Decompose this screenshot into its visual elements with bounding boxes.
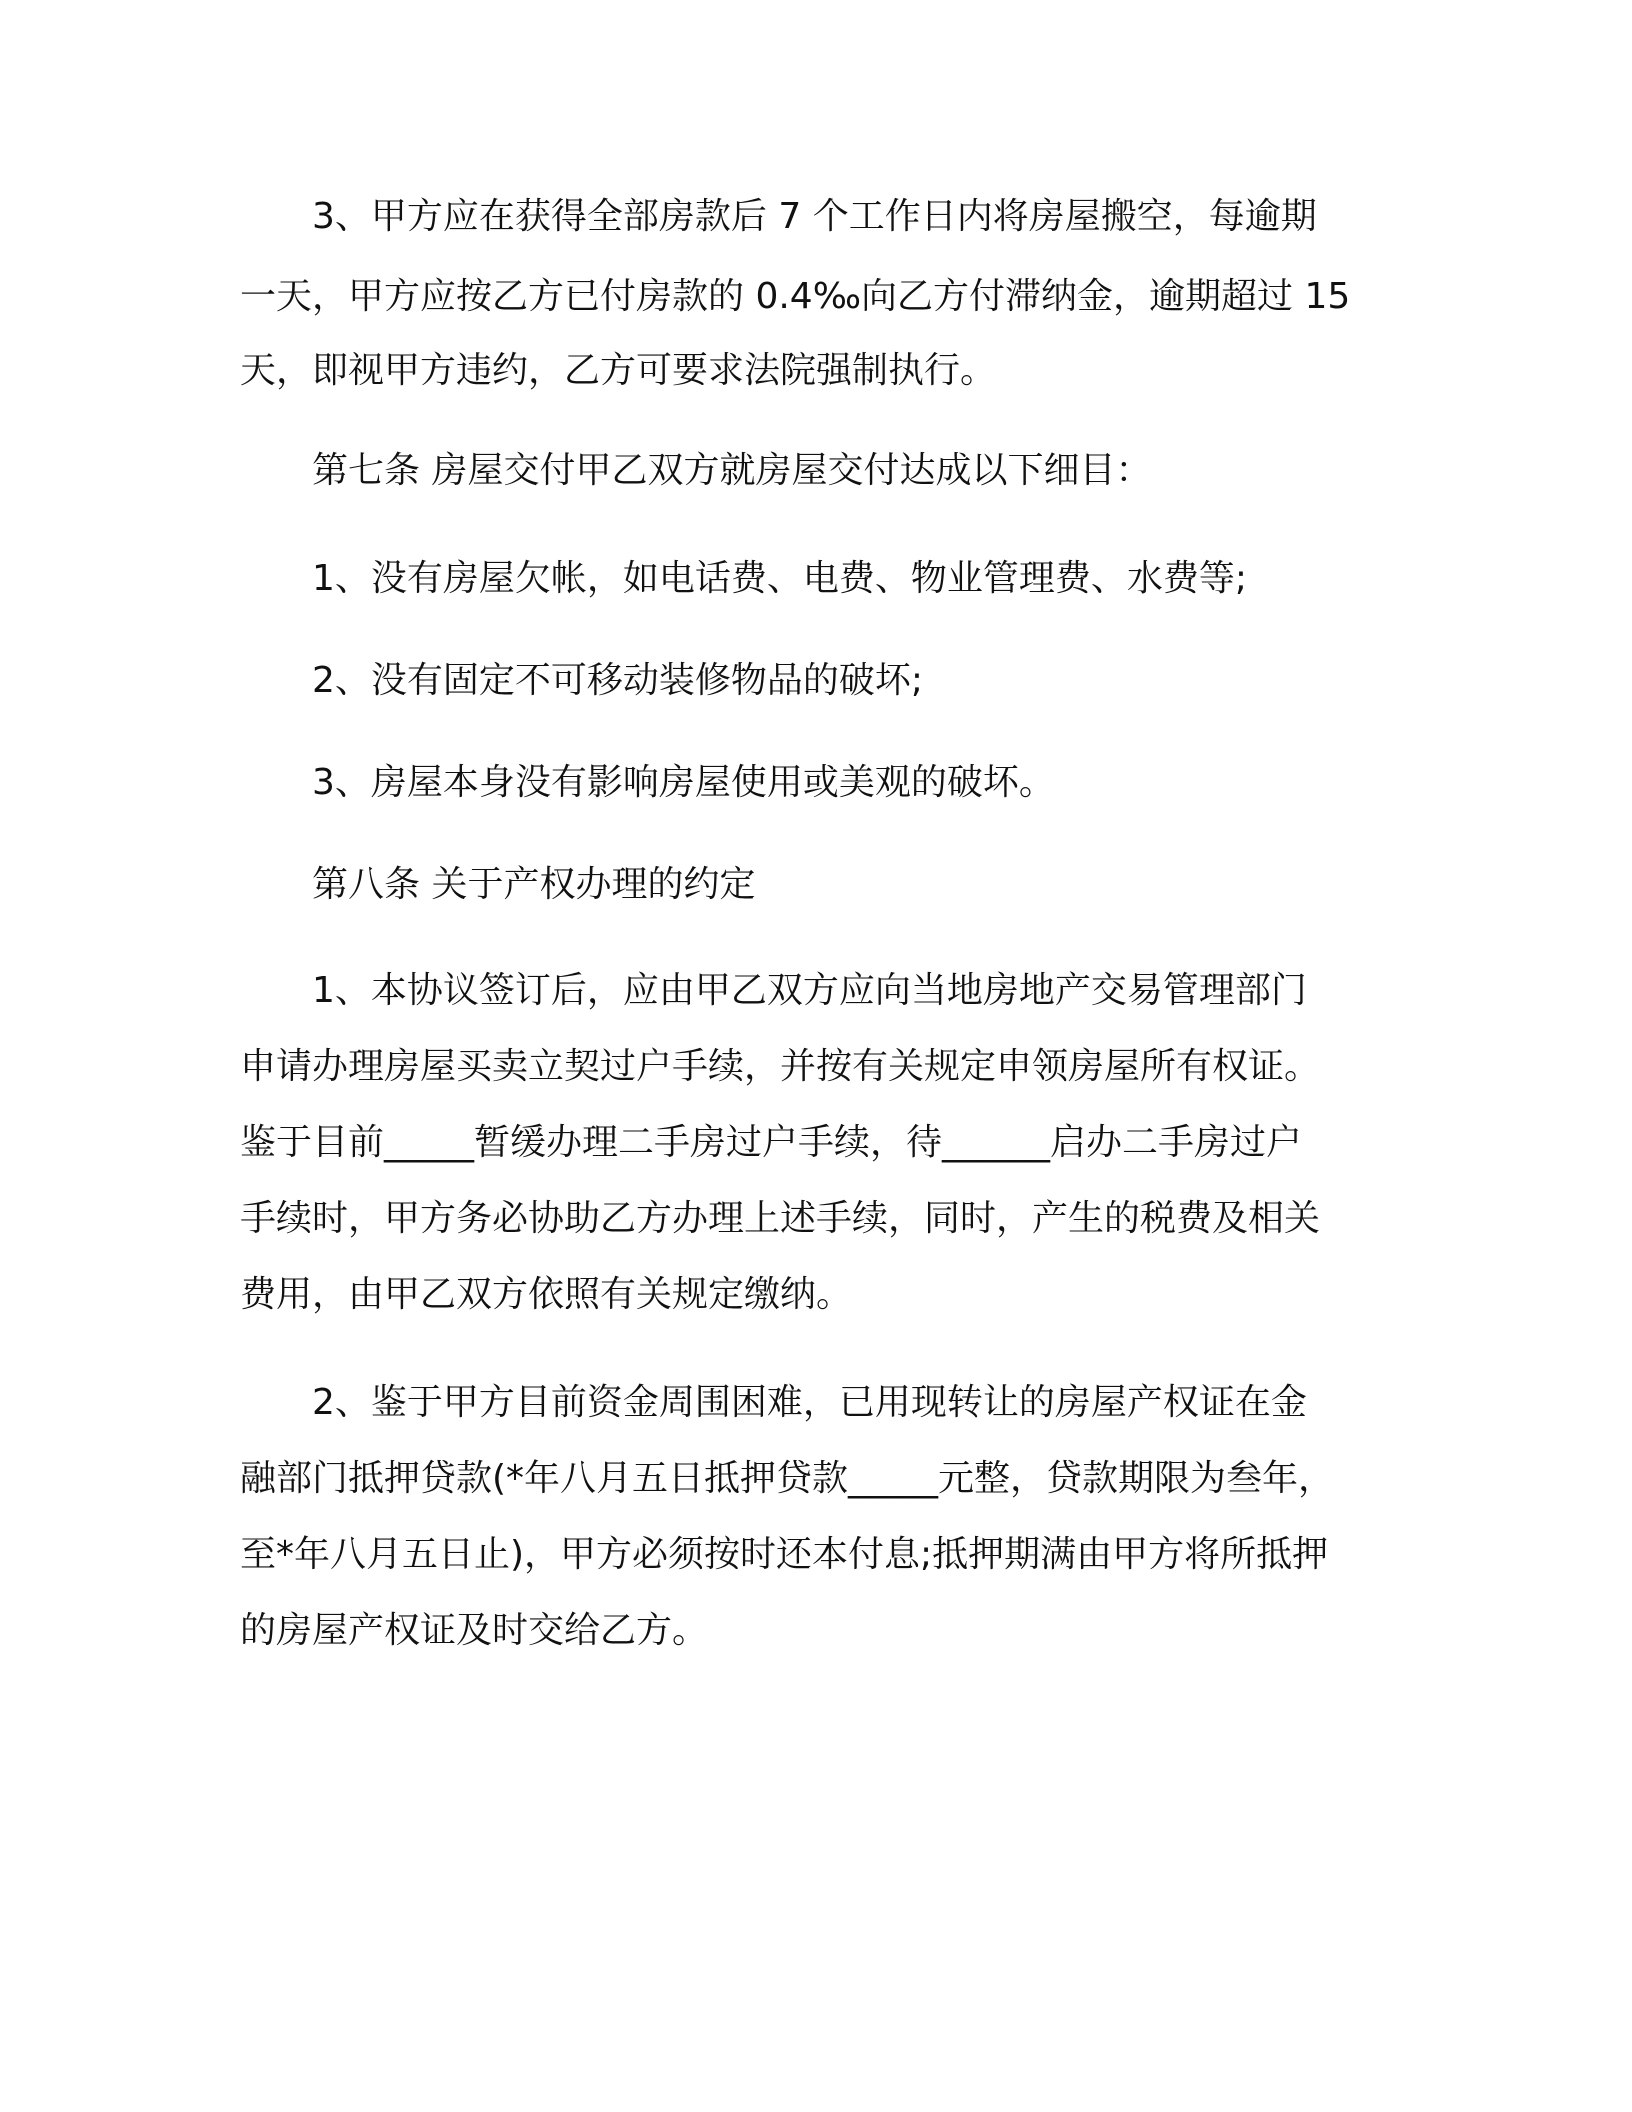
text-line: 天，即视甲方违约，乙方可要求法院强制执行。 (240, 350, 997, 391)
paragraph-clause-3-vacate (240, 198, 1392, 398)
text-line: 2、没有固定不可移动装修物品的破坏; (240, 660, 924, 701)
text-line: 2、鉴于甲方目前资金周围困难，已用现转让的房屋产权证在金 (240, 1382, 1307, 1423)
paragraph-article-8 (240, 866, 1392, 910)
text-line: 手续时，甲方务必协助乙方办理上述手续，同时，产生的税费及相关 (240, 1198, 1321, 1239)
section-heading: 第八条 关于产权办理的约定 (240, 864, 756, 905)
text-line: 鉴于目前_____暂缓办理二手房过户手续，待______启办二手房过户 (240, 1122, 1303, 1163)
text-line: 的房屋产权证及时交给乙方。 (240, 1610, 709, 1651)
text-line: 一天，甲方应按乙方已付房款的 0.4‰向乙方付滞纳金，逾期超过 15 (240, 276, 1351, 317)
paragraph-mortgage (240, 1384, 1392, 1654)
text-line: 1、本协议签订后，应由甲乙双方应向当地房地产交易管理部门 (240, 970, 1307, 1011)
section-heading: 第七条 房屋交付甲乙双方就房屋交付达成以下细目： (240, 450, 1152, 491)
text-line: 申请办理房屋买卖立契过户手续，并按有关规定申领房屋所有权证。 (240, 1046, 1321, 1087)
paragraph-item-1 (240, 560, 1392, 604)
text-line: 3、甲方应在获得全部房款后 7 个工作日内将房屋搬空，每逾期 (240, 196, 1317, 237)
text-line: 1、没有房屋欠帐，如电话费、电费、物业管理费、水费等; (240, 558, 1248, 599)
paragraph-item-2 (240, 662, 1392, 706)
text-line: 至*年八月五日止)，甲方必须按时还本付息;抵押期满由甲方将所抵押 (240, 1534, 1329, 1575)
paragraph-title-transfer (240, 970, 1392, 1315)
text-line: 费用，由甲乙双方依照有关规定缴纳。 (240, 1274, 853, 1315)
text-line: 融部门抵押贷款(*年八月五日抵押贷款_____元整，贷款期限为叁年， (240, 1458, 1335, 1499)
text-line: 3、房屋本身没有影响房屋使用或美观的破坏。 (240, 762, 1055, 803)
paragraph-article-7 (240, 452, 1392, 496)
paragraph-item-3 (240, 764, 1392, 808)
